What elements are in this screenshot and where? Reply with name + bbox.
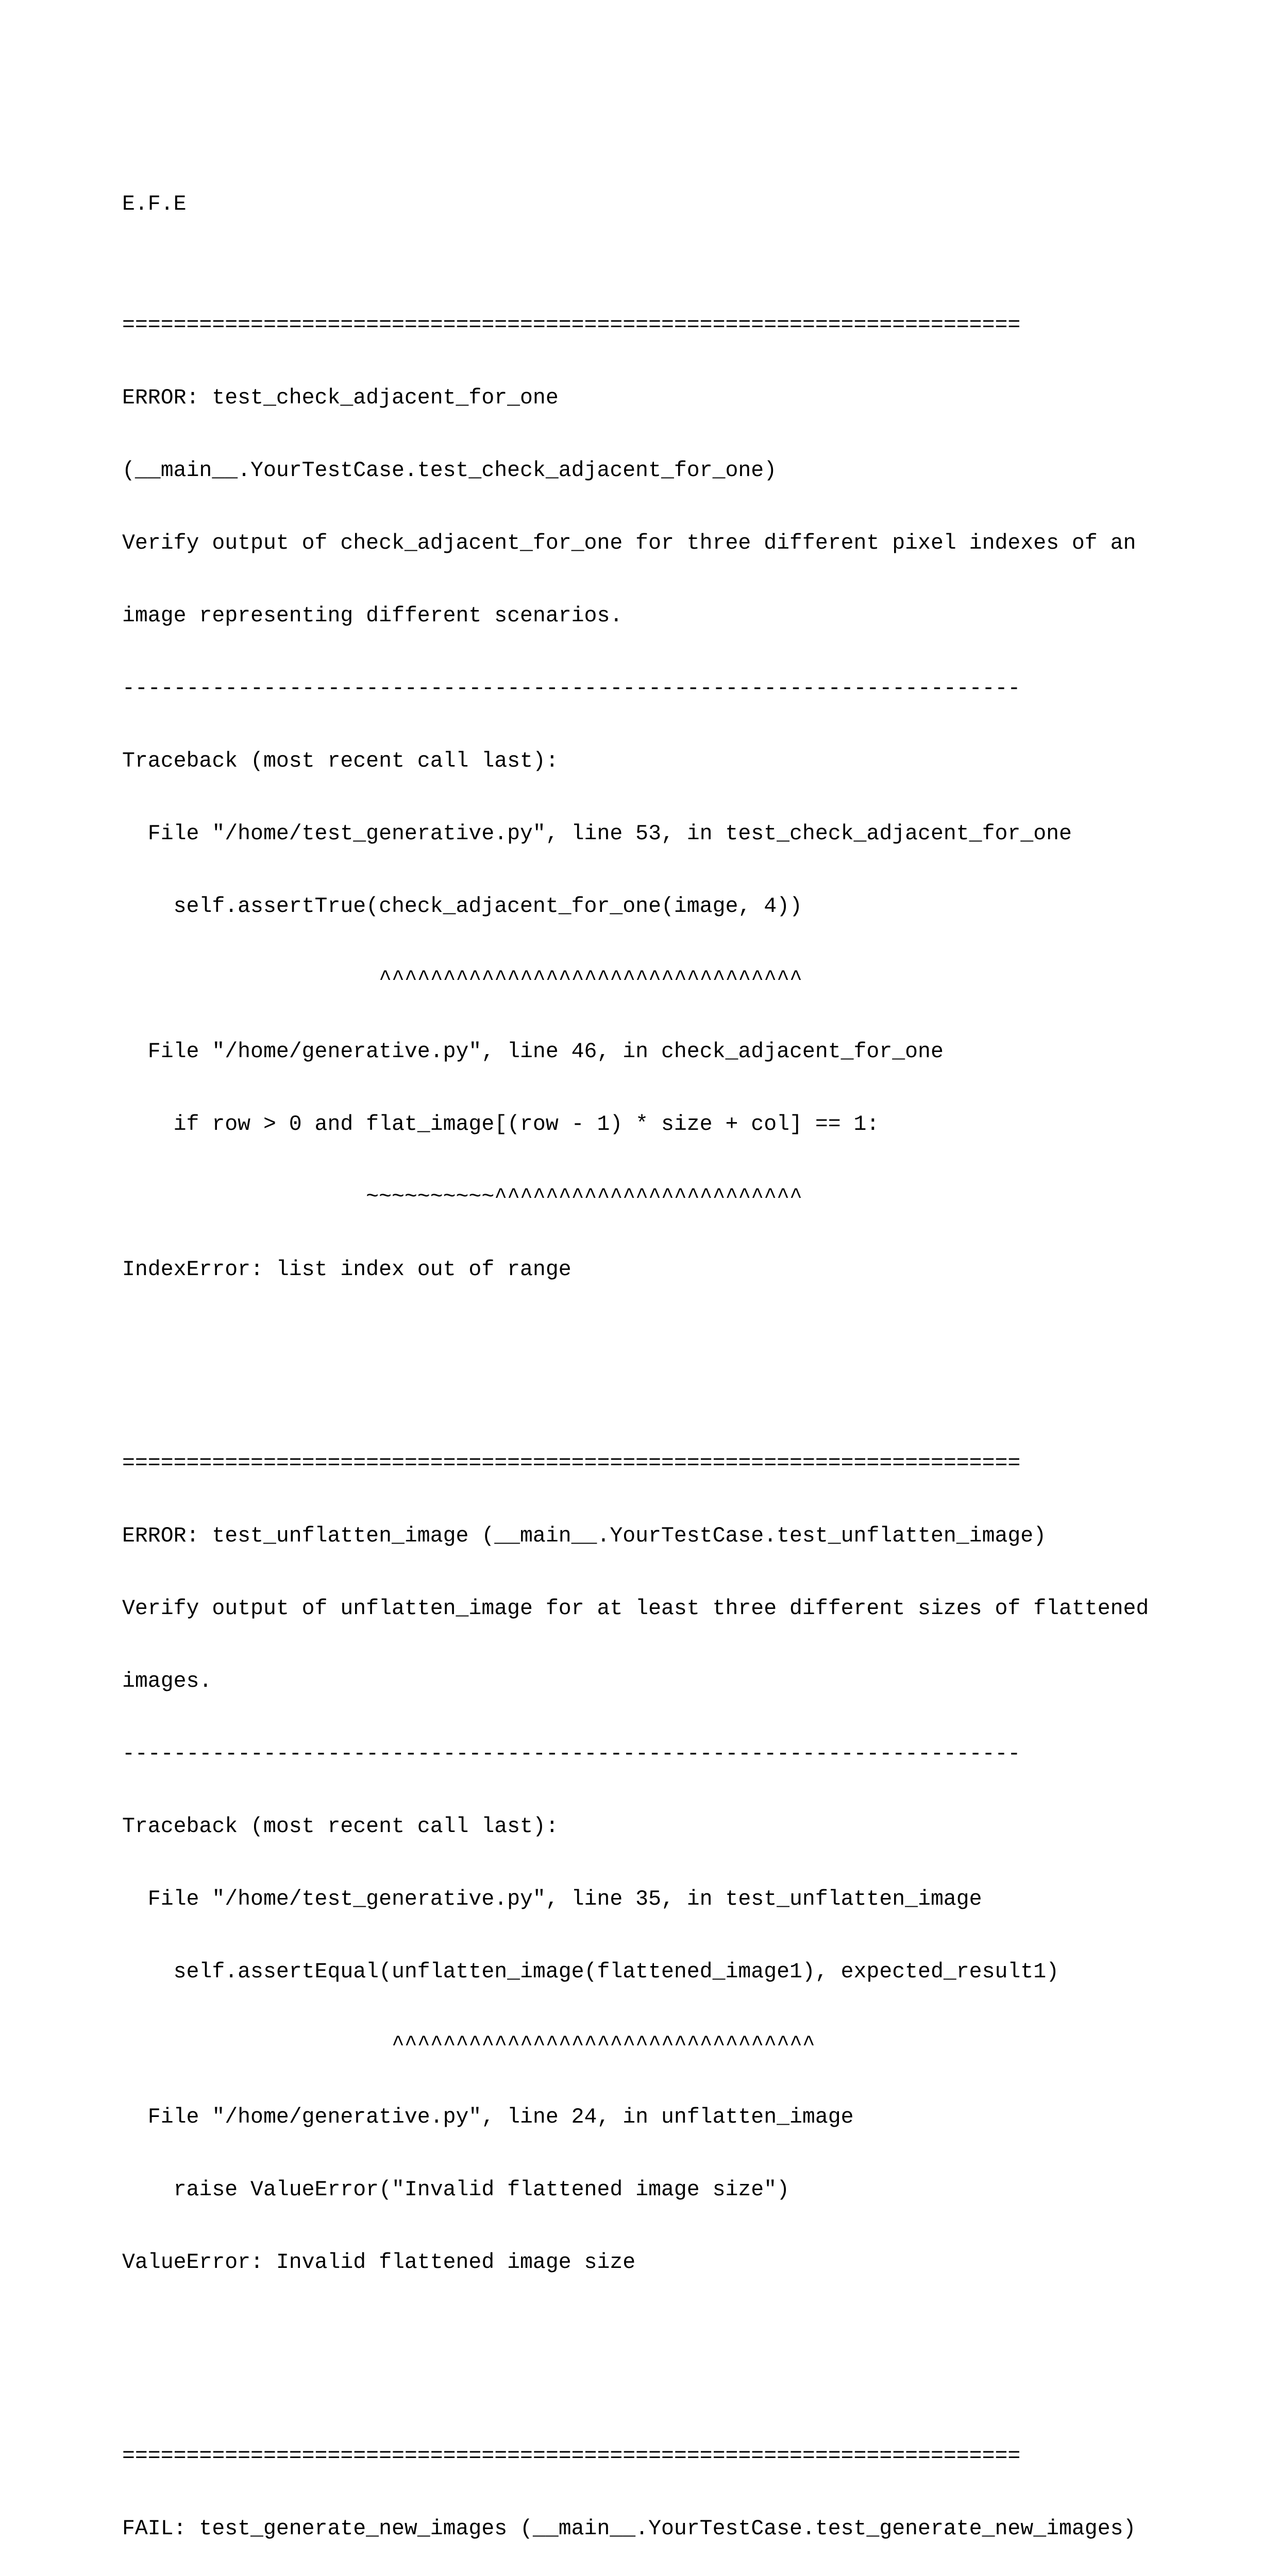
traceback-line: if row > 0 and flat_image[(row - 1) * size + col] == 1:: [122, 1112, 880, 1137]
traceback-line: Traceback (most recent call last):: [122, 1815, 559, 1839]
traceback-line: raise ValueError("Invalid flattened image size"): [122, 2178, 790, 2202]
traceback-marker-line: ^^^^^^^^^^^^^^^^^^^^^^^^^^^^^^^^^: [122, 2032, 815, 2057]
error-description-line: image representing different scenarios.: [122, 604, 623, 628]
status-line: E.F.E: [122, 192, 187, 216]
traceback-line: File "/home/generative.py", line 24, in unflatten_image: [122, 2105, 854, 2129]
test-output: [122, 144, 1204, 2576]
traceback-marker-line: ~~~~~~~~~~^^^^^^^^^^^^^^^^^^^^^^^^: [122, 1185, 802, 1209]
separator-double: ======================================================================: [122, 1451, 1021, 1476]
exception-line: ValueError: Invalid flattened image size: [122, 2250, 636, 2275]
traceback-marker-line: ^^^^^^^^^^^^^^^^^^^^^^^^^^^^^^^^^: [122, 967, 802, 991]
exception-line: IndexError: list index out of range: [122, 1258, 571, 1282]
error-description-line: images.: [122, 1669, 212, 1693]
blank-line: [122, 2323, 1204, 2347]
traceback-line: self.assertEqual(unflatten_image(flattened_image1), expected_result1): [122, 1960, 1059, 1984]
separator-double: ======================================================================: [122, 313, 1021, 337]
traceback-line: File "/home/test_generative.py", line 53, in test_check_adjacent_for_one: [122, 822, 1072, 846]
error-header-line: (__main__.YourTestCase.test_check_adjacent_for_one): [122, 459, 777, 483]
error-description-line: Verify output of check_adjacent_for_one for three different pixel indexes of an: [122, 531, 1136, 555]
error-description-line: Verify output of unflatten_image for at least three different sizes of flattened: [122, 1597, 1149, 1621]
traceback-line: self.assertTrue(check_adjacent_for_one(image, 4)): [122, 894, 802, 919]
traceback-line: File "/home/test_generative.py", line 35, in test_unflatten_image: [122, 1887, 982, 1911]
blank-line: [122, 1330, 1204, 1354]
separator-double: ======================================================================: [122, 2444, 1021, 2468]
fail-header-line: FAIL: test_generate_new_images (__main__.YourTestCase.test_generate_new_images): [122, 2517, 1136, 2541]
traceback-line: Traceback (most recent call last):: [122, 749, 559, 773]
error-header-line: ERROR: test_check_adjacent_for_one: [122, 386, 559, 410]
separator-single: ----------------------------------------------------------------------: [122, 676, 1021, 701]
separator-single: ----------------------------------------------------------------------: [122, 1742, 1021, 1766]
error-header-line: ERROR: test_unflatten_image (__main__.YourTestCase.test_unflatten_image): [122, 1524, 1047, 1548]
traceback-line: File "/home/generative.py", line 46, in check_adjacent_for_one: [122, 1040, 944, 1064]
